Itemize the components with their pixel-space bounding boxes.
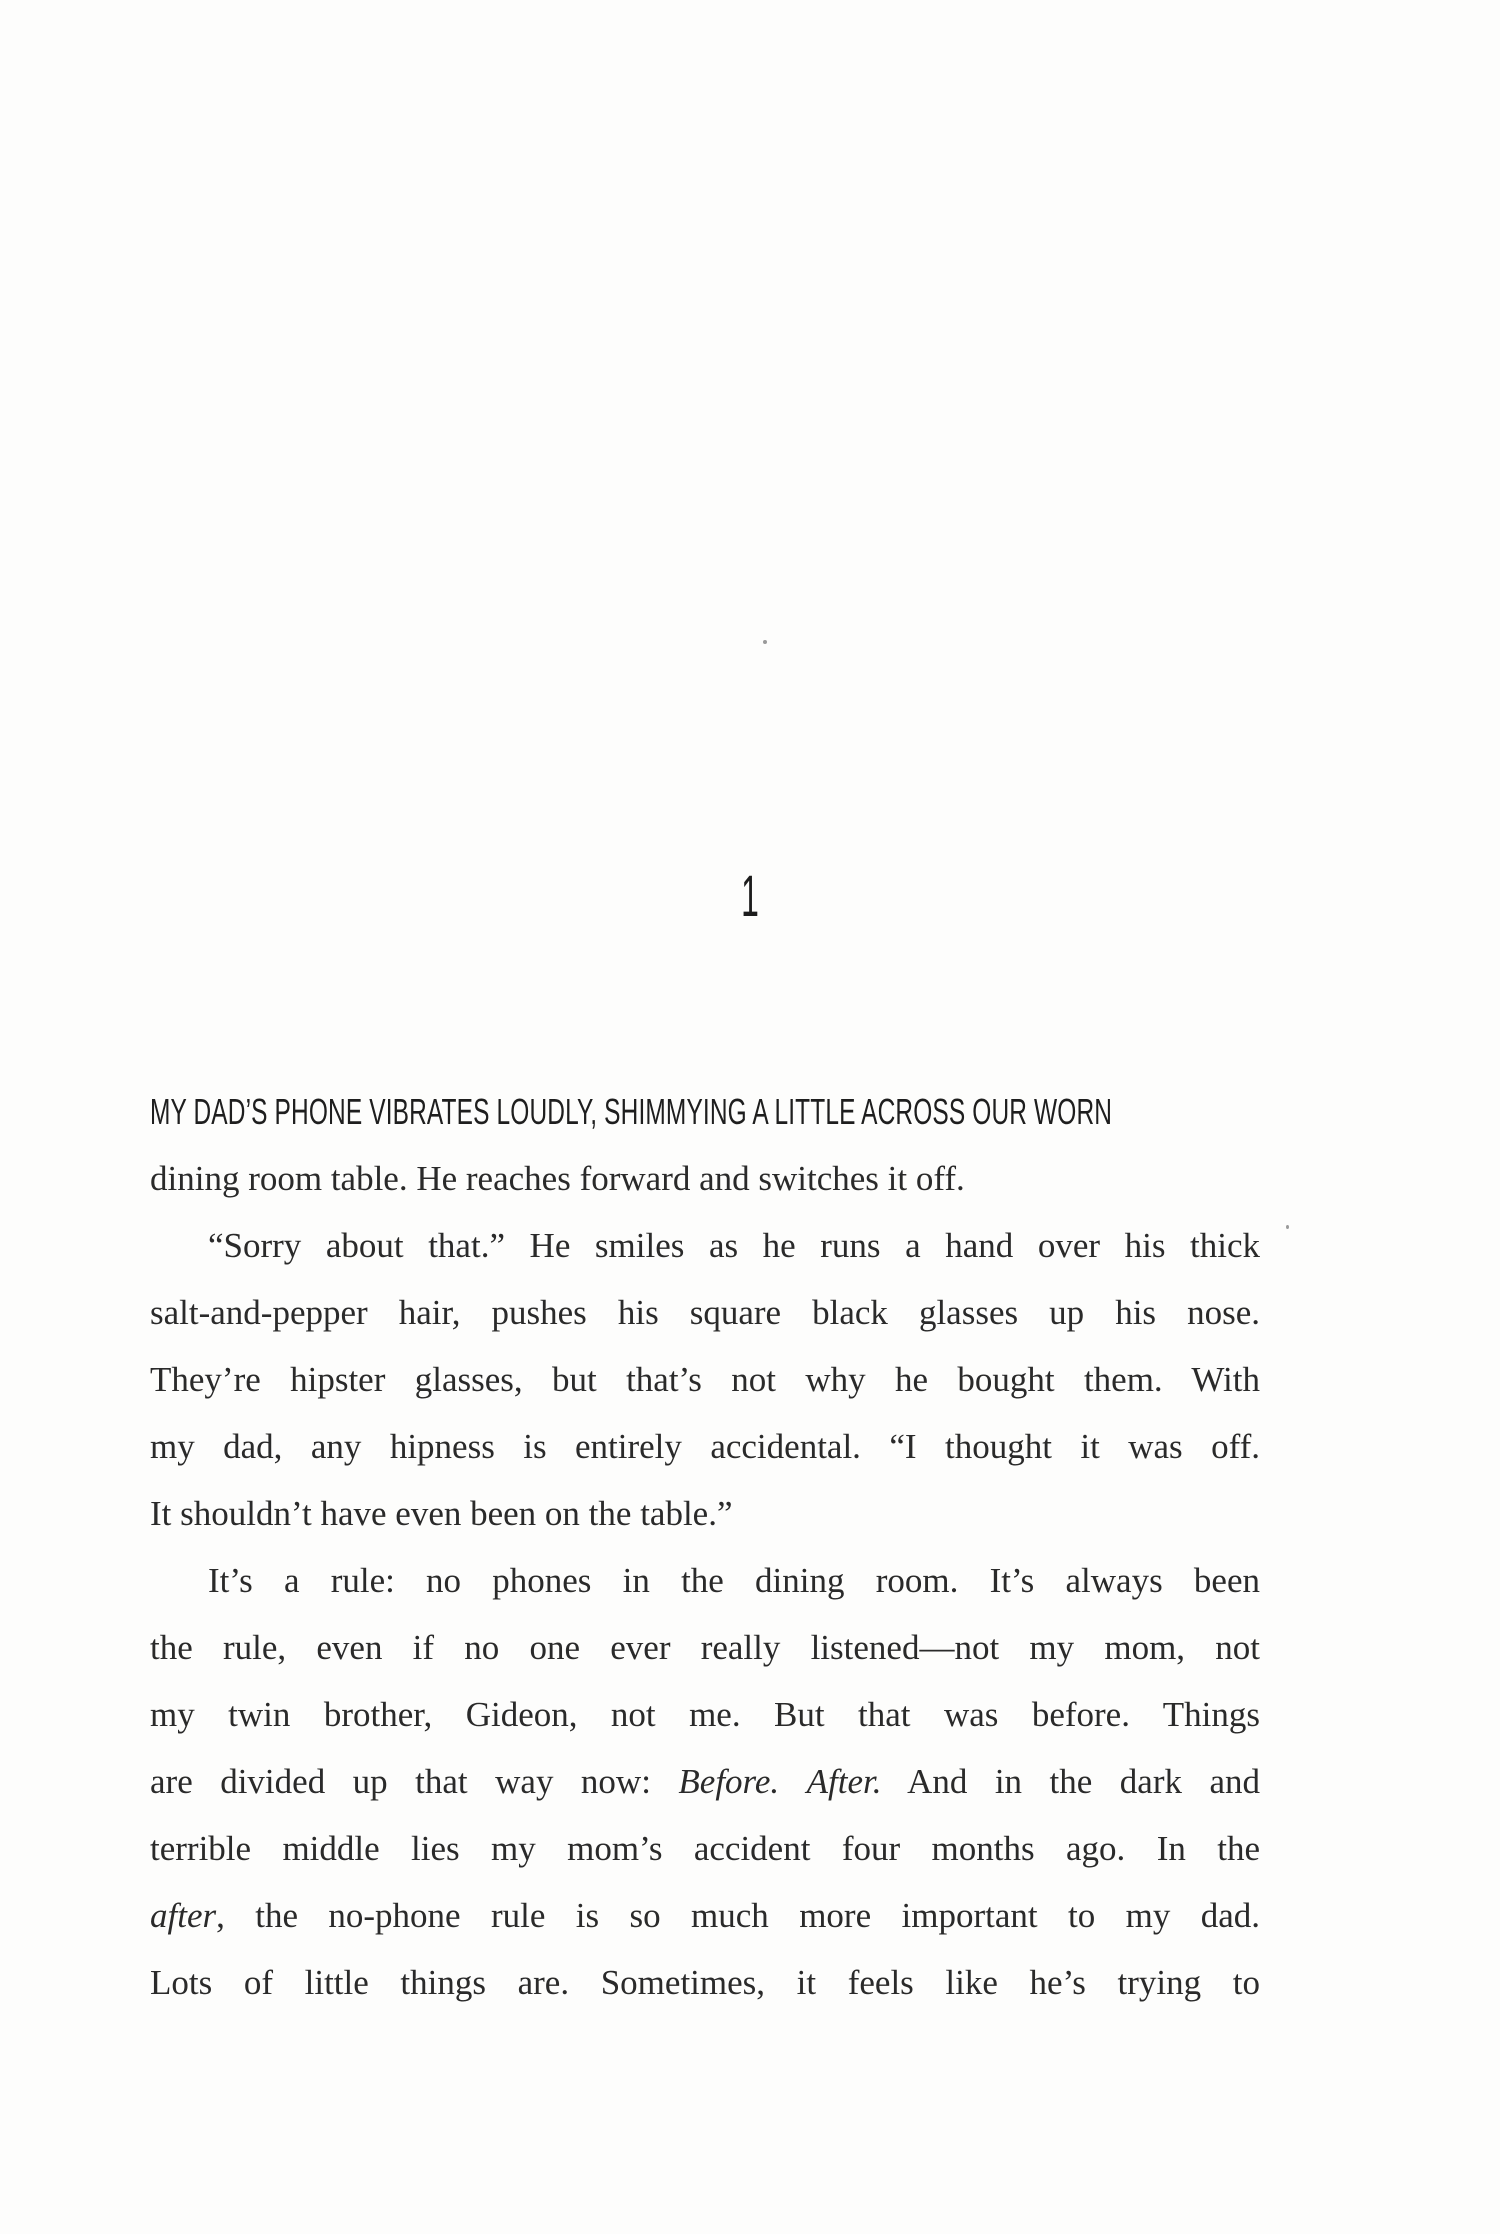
opening-line [150, 1078, 1260, 1145]
italic-word: After. [806, 1762, 882, 1801]
text-line [150, 1882, 1260, 1949]
text-line: my twin brother, Gideon, not me. But that was before. Things [150, 1695, 1260, 1734]
text-line [150, 1748, 1260, 1815]
paper-speck [763, 640, 767, 644]
italic-word: Before. [678, 1762, 780, 1801]
text-line: “Sorry about that.” He smiles as he runs a hand over his thick [208, 1226, 1260, 1265]
text-line: dining room table. He reaches forward and switches it off. [150, 1159, 965, 1198]
text-segment: , the no-phone rule is so much more important to my dad. [216, 1896, 1260, 1935]
opening-line-text: MY DAD’S PHONE VIBRATES LOUDLY, SHIMMYING A LITTLE ACROSS OUR WORN [150, 1091, 1113, 1132]
text-line: salt-and-pepper hair, pushes his square black glasses up his nose. [150, 1293, 1260, 1332]
body-text [150, 1078, 1260, 2016]
text-line: the rule, even if no one ever really listened—not my mom, not [150, 1628, 1260, 1667]
paper-speck [1286, 1225, 1289, 1229]
text-segment: are divided up that way now: [150, 1762, 679, 1801]
text-line: terrible middle lies my mom’s accident four months ago. In the [150, 1829, 1260, 1868]
text-line: They’re hipster glasses, but that’s not why he bought them. With [150, 1360, 1260, 1399]
chapter-number: 1 [741, 864, 759, 929]
text-line: It’s a rule: no phones in the dining room. It’s always been [208, 1561, 1260, 1600]
text-line: my dad, any hipness is entirely accidental. “I thought it was off. [150, 1427, 1260, 1466]
text-segment: And in the dark and [881, 1762, 1260, 1801]
text-line: Lots of little things are. Sometimes, it feels like he’s trying to [150, 1963, 1260, 2002]
text-line: It shouldn’t have even been on the table.” [150, 1494, 733, 1533]
italic-word: after [150, 1896, 217, 1935]
